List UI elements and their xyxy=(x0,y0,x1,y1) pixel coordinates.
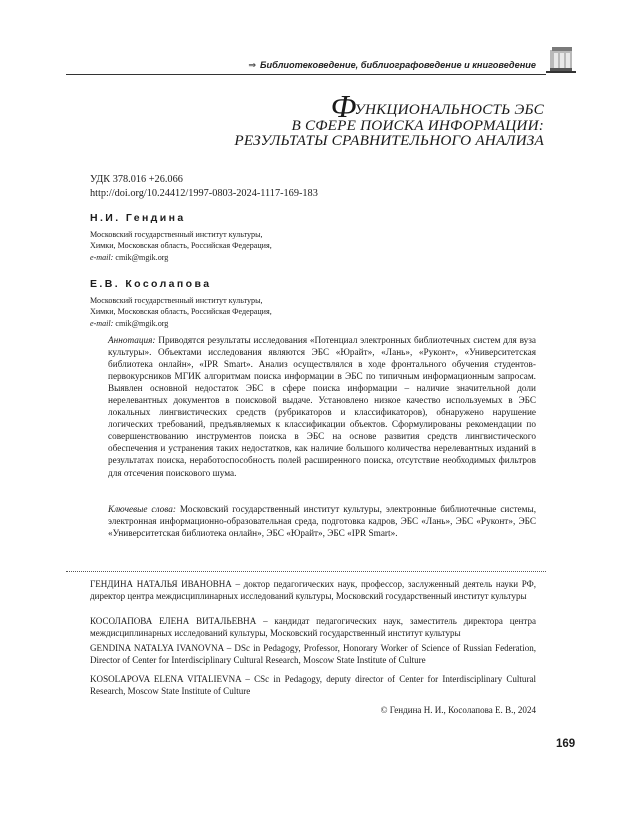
title-dropcap: Ф xyxy=(330,88,357,124)
author-affiliation: Московский государственный институт культуры, xyxy=(90,296,263,305)
email-label: e-mail: xyxy=(90,318,114,328)
abstract xyxy=(108,335,536,480)
copyright: © Гендина Н. И., Косолапова Е. В., 2024 xyxy=(380,705,536,715)
author-bio: GENDINA NATALYA IVANOVNA – DSc in Pedagogy, Professor, Honorary Worker of Science of Russian Federation, Director of Center for Interdisciplinary Cultural Research, Moscow State Institute of Culture xyxy=(90,643,536,665)
author-bio: KOSOLAPOVA ELENA VITALIEVNA – CSc in Pedagogy, deputy director of Center for Interdisciplinary Cultural Research, Moscow State Institute of Culture xyxy=(90,674,536,696)
header-rule xyxy=(66,74,546,75)
author-block xyxy=(90,212,272,263)
abstract-text: Приводятся результаты исследования «Потенциал электронных библиотечных систем для вуза культуры». Объектами исследования являются ЭБС «Юрайт», «Лань», «Руконт», «Университетская библиотека онлайн», «IPR Smart». Анализ осуществлялся в ходе фронтального обучения студентов-первокурсников МГИК алгоритмам поиска информации в ЭБС по типичным информационным запросам. Выявлен основной недостаток ЭБС в сфере поиска информации – наличие значительной доли нерелевантных документов в поисковой выдаче. Установлено низкое качество используемых в ЭБС локальных лингвистических средств (рубрикаторов и классификаторов), обнаружено нарушение логических требований, предъявляемых к классификации объектов. Сформулированы рекомендации по совершенствованию инструментов поиска в ЭБС на основе развития средств лингвистического обеспечения и устранения таких недостатков, как наличие большого количества нерелевантных изданий в результатах поиска, неработоспособность полей расширенного поиска, отсутствие необходимых фильтров для отсечения поискового шума. xyxy=(108,336,537,479)
abstract-label: Аннотация: xyxy=(108,336,156,346)
page-number: 169 xyxy=(556,738,576,750)
arrow-icon: ⇒ xyxy=(248,60,257,70)
author-affiliation: Московский государственный институт культуры, xyxy=(90,230,263,239)
author-block xyxy=(90,278,272,329)
keywords xyxy=(108,504,536,540)
article-title xyxy=(230,88,544,149)
author-email[interactable]: cmik@mgik.org xyxy=(115,318,169,328)
column-logo-icon xyxy=(546,44,576,74)
section-title: Библиотековедение, библиографоведение и книговедение xyxy=(260,60,536,70)
title-line-1: УНКЦИОНАЛЬНОСТЬ ЭБС xyxy=(354,101,544,118)
email-label: e-mail: xyxy=(90,252,114,262)
author-bio: ГЕНДИНА НАТАЛЬЯ ИВАНОВНА – доктор педагогических наук, профессор, заслуженный деятель науки РФ, директор центра междисциплинарных исследований культуры, Московский государственный институт культуры xyxy=(90,579,536,601)
title-line-2: В СФЕРЕ ПОИСКА ИНФОРМАЦИИ: xyxy=(291,116,544,134)
keywords-label: Ключевые слова: xyxy=(108,505,176,515)
author-email[interactable]: cmik@mgik.org xyxy=(115,252,169,262)
dotted-divider xyxy=(66,571,546,572)
section-header xyxy=(236,60,536,71)
author-location: Химки, Московская область, Российская Федерация, xyxy=(90,307,272,317)
author-name: Н.И. Гендина xyxy=(90,212,186,224)
author-name: Е.В. Косолапова xyxy=(90,278,212,290)
title-line-3: РЕЗУЛЬТАТЫ СРАВНИТЕЛЬНОГО АНАЛИЗА xyxy=(234,132,544,149)
keywords-text: Московский государственный институт культуры, электронные библиотечные системы, электронная информационно-образовательная среда, подготовка кадров, ЭБС «Лань», ЭБС «Руконт», ЭБС «Университетская библиотека онлайн», ЭБС «Юрайт», ЭБС «IPR Smart». xyxy=(108,505,537,540)
udk-code: УДК 378.016 +26.066 xyxy=(90,174,183,185)
author-bio: КОСОЛАПОВА ЕЛЕНА ВИТАЛЬЕВНА – кандидат педагогических наук, заместитель директора центра междисциплинарных исследований культуры, Московский государственный институт культуры xyxy=(90,616,536,638)
doi-link[interactable]: http://doi.org/10.24412/1997-0803-2024-1117-169-183 xyxy=(90,188,318,199)
author-location: Химки, Московская область, Российская Федерация, xyxy=(90,241,272,251)
